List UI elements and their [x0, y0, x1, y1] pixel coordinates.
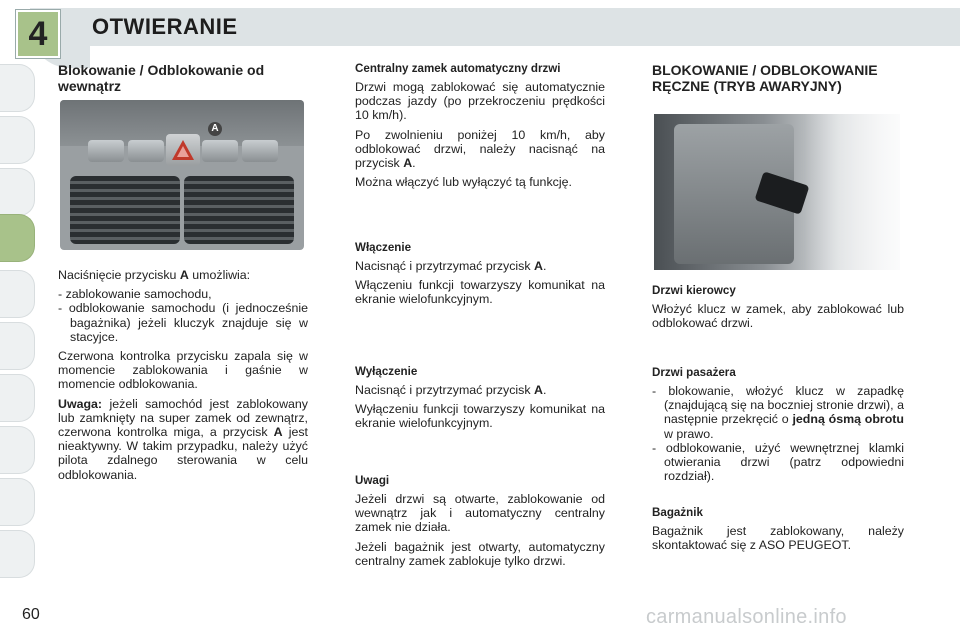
photo-marker-a: A — [208, 122, 222, 136]
column-1 — [58, 62, 308, 99]
column-1-body — [58, 268, 308, 487]
air-vent-right — [184, 176, 294, 244]
auto-lock-title: Centralny zamek automatyczny drzwi — [355, 62, 561, 75]
photo-highlight — [804, 114, 900, 270]
auto-lock-p2: Po zwolnieniu poniżej 10 km/h, aby odblokować drzwi, należy nacisnąć na przycisk A. — [355, 127, 605, 171]
auto-lock-p1: Drzwi mogą zablokować się automatycznie podczas jazdy (po przekroczeniu prędkości 10 km/h). — [355, 80, 605, 123]
red-light-text: Czerwona kontrolka przycisku zapala się w momencie zablokowania i gaśnie w momencie odblokowania. — [58, 349, 308, 392]
note-text: Uwaga: jeżeli samochód jest zablokowany lub zamknięty na super zamek od zewnątrz, czerwona kontrolka miga, a przycisk A jest nieaktywny. W takim przypadku, należy użyć pilota zdalnego sterowania w celu odblokowania. — [58, 396, 308, 482]
side-tab-3[interactable] — [0, 168, 35, 216]
chapter-title: OTWIERANIE — [92, 14, 238, 39]
passenger-door-title: Drzwi pasażera — [652, 366, 736, 379]
notes-p1: Jeżeli drzwi są otwarte, zablokowanie od wewnątrz jak i automatyczny centralny zamek nie działa. — [355, 492, 605, 535]
side-tab-4-active[interactable] — [0, 214, 35, 262]
list-item: - zablokowanie samochodu, — [58, 287, 308, 301]
driver-door-title: Drzwi kierowcy — [652, 284, 736, 297]
dashboard-photo — [60, 100, 304, 250]
side-tab-5[interactable] — [0, 270, 35, 318]
chapter-number: 4 — [16, 10, 60, 58]
hazard-button — [166, 134, 200, 166]
dashboard-button-left-2 — [128, 140, 164, 162]
page-number: 60 — [22, 606, 40, 623]
column-3 — [652, 62, 902, 99]
function-list — [58, 287, 308, 344]
disable-section — [355, 365, 605, 436]
side-tab-8[interactable] — [0, 426, 35, 474]
trunk-title: Bagażnik — [652, 506, 703, 519]
side-tab-1[interactable] — [0, 64, 35, 112]
dashboard-button-left — [88, 140, 124, 162]
disable-title: Wyłączenie — [355, 365, 418, 378]
notes-section — [355, 474, 605, 573]
enable-title: Włączenie — [355, 241, 412, 254]
section-title-interior-lock: Blokowanie / Odblokowanie od wewnątrz — [58, 62, 265, 94]
notes-p2: Jeżeli bagażnik jest otwarty, automatyczny centralny zamek zablokuje tylko drzwi. — [355, 539, 605, 568]
notes-title: Uwagi — [355, 474, 390, 487]
hazard-triangle-icon — [166, 134, 200, 166]
side-tab-9[interactable] — [0, 478, 35, 526]
auto-lock-p3: Można włączyć lub wyłączyć tą funkcję. — [355, 175, 572, 190]
list-item: - blokowanie, włożyć klucz w zapadkę (znajdującą się na boczniej stronie drzwi), a następnie przekręcić o jedną ósmą obrotu w prawo. — [652, 384, 904, 441]
dashboard-button-right — [242, 140, 278, 162]
enable-p2: Włączeniu funkcji towarzyszy komunikat na ekranie wielofunkcyjnym. — [355, 278, 605, 307]
list-item: - odblokowanie samochodu (i jednocześnie bagażnika) jeżeli kluczyk znajduje się w stacyjce. — [58, 301, 308, 344]
trunk-section — [652, 506, 904, 557]
side-tab-7[interactable] — [0, 374, 35, 422]
side-tab-2[interactable] — [0, 116, 35, 164]
disable-p2: Wyłączeniu funkcji towarzyszy komunikat na ekranie wielofunkcyjnym. — [355, 402, 605, 431]
air-vent-left — [70, 176, 180, 244]
driver-section — [652, 284, 904, 335]
side-tab-10[interactable] — [0, 530, 35, 578]
enable-section — [355, 241, 605, 312]
side-tab-6[interactable] — [0, 322, 35, 370]
trunk-text: Bagażnik jest zablokowany, należy skontaktować się z ASO PEUGEOT. — [652, 524, 904, 553]
passenger-list — [652, 384, 904, 483]
enable-p1: Nacisnąć i przytrzymać przycisk A. — [355, 259, 547, 273]
intro-text: Naciśnięcie przycisku A umożliwia: — [58, 268, 251, 282]
list-item: - odblokowanie, użyć wewnętrznej klamki otwierania drzwi (patrz odpowiedni rozdział). — [652, 441, 904, 484]
driver-door-text: Włożyć klucz w zamek, aby zablokować lub odblokować drzwi. — [652, 302, 904, 331]
watermark: carmanualsonline.info — [646, 606, 847, 628]
passenger-section — [652, 366, 904, 488]
door-lock-photo — [654, 114, 900, 270]
disable-p1: Nacisnąć i przytrzymać przycisk A. — [355, 383, 547, 397]
lock-button-a — [202, 140, 238, 162]
column-2 — [355, 62, 605, 194]
section-title-manual-lock: BLOKOWANIE / ODBLOKOWANIE RĘCZNE (TRYB AWARYJNY) — [652, 62, 878, 94]
